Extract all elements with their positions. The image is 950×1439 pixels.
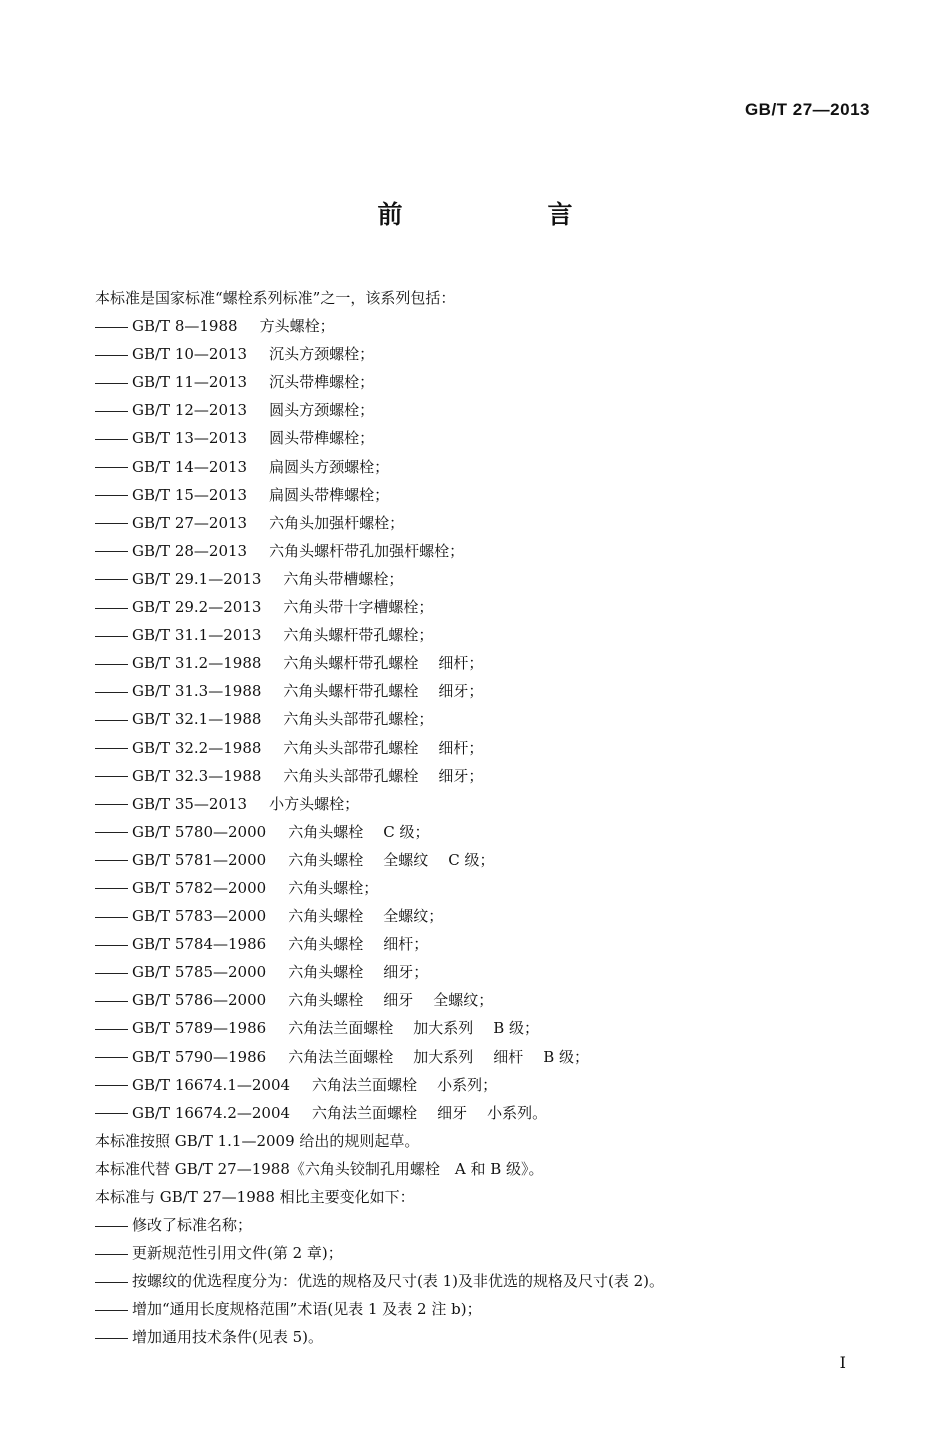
standard-title-part: 六角头带槽螺栓； (283, 569, 404, 588)
em-dash-marker (95, 1071, 132, 1099)
standard-code: GB/T 12—2013 (132, 401, 248, 420)
standard-title-part: 细杆； (438, 738, 484, 757)
standard-code: GB/T 5789—1986 (132, 1019, 267, 1038)
standard-title-part: 圆头方颈螺栓； (269, 401, 375, 420)
standard-code: GB/T 5783—2000 (132, 907, 267, 926)
em-dash-marker (95, 1014, 132, 1042)
em-dash-marker (95, 874, 132, 902)
em-dash-marker (95, 537, 132, 565)
em-dash-marker (95, 790, 132, 818)
standard-list-item (95, 762, 915, 790)
standard-title-part: 六角法兰面螺栓 (312, 1075, 418, 1094)
standard-code: GB/T 5780—2000 (132, 822, 267, 841)
standard-list-item (95, 621, 915, 649)
change-text: 增加“通用长度规格范围”术语(见表 1 及表 2 注 b)； (132, 1300, 482, 1319)
em-dash-marker (95, 986, 132, 1014)
standard-title-part: 六角头头部带孔螺栓 (283, 766, 419, 785)
standard-code: GB/T 16674.1—2004 (132, 1075, 291, 1094)
standard-code-header: GB/T 27—2013 (744, 100, 870, 119)
paragraph: 本标准按照 GB/T 1.1—2009 给出的规则起草。 (95, 1131, 420, 1150)
em-dash-marker (95, 1211, 132, 1239)
standard-list-item (95, 340, 915, 368)
standard-code: GB/T 5782—2000 (132, 878, 267, 897)
em-dash-marker (95, 593, 132, 621)
em-dash-marker (95, 1043, 132, 1071)
standard-title-part: 扁圆头带榫螺栓； (269, 485, 390, 504)
standard-code: GB/T 5784—1986 (132, 935, 267, 954)
standard-code: GB/T 5786—2000 (132, 991, 267, 1010)
standard-list-item (95, 368, 915, 396)
em-dash-marker (95, 565, 132, 593)
standard-title-part: 细杆； (383, 935, 429, 954)
standard-list-item (95, 509, 915, 537)
standard-title-part: 六角头螺杆带孔加强杆螺栓； (269, 541, 465, 560)
standard-title-part: 六角头螺杆带孔螺栓 (283, 682, 419, 701)
standard-code: GB/T 5790—1986 (132, 1047, 267, 1066)
em-dash-marker (95, 312, 132, 340)
standard-list-item (95, 312, 915, 340)
em-dash-marker (95, 930, 132, 958)
standard-title-part: 沉头方颈螺栓； (269, 345, 375, 364)
standard-title-part: 六角头加强杆螺栓； (269, 513, 405, 532)
standard-list-item (95, 986, 915, 1014)
standard-list-item (95, 677, 915, 705)
em-dash-marker (95, 902, 132, 930)
standard-list-item (95, 1099, 915, 1127)
standard-code: GB/T 16674.2—2004 (132, 1103, 291, 1122)
standard-list-item (95, 958, 915, 986)
standard-list-item (95, 705, 915, 733)
standard-code: GB/T 35—2013 (132, 794, 248, 813)
em-dash-marker (95, 649, 132, 677)
standard-title-part: 六角头螺栓； (288, 878, 379, 897)
paragraph: 本标准代替 GB/T 27—1988《六角头铰制孔用螺栓 A 和 B 级》。 (95, 1159, 544, 1178)
standard-title-part: 细牙； (438, 682, 484, 701)
change-text: 修改了标准名称； (132, 1216, 253, 1235)
em-dash-marker (95, 481, 132, 509)
em-dash-marker (95, 846, 132, 874)
em-dash-marker (95, 340, 132, 368)
change-text: 更新规范性引用文件(第 2 章)； (132, 1244, 343, 1263)
em-dash-marker (95, 368, 132, 396)
standard-list-item (95, 424, 915, 452)
standard-list-item (95, 1043, 915, 1071)
standard-list-item (95, 874, 915, 902)
standard-code: GB/T 32.3—1988 (132, 766, 262, 785)
standard-title-part: B 级； (543, 1047, 590, 1066)
standard-code: GB/T 11—2013 (132, 373, 248, 392)
standard-list-item (95, 790, 915, 818)
standard-code: GB/T 10—2013 (132, 345, 248, 364)
standard-list-item (95, 481, 915, 509)
standard-list-item (95, 846, 915, 874)
em-dash-marker (95, 762, 132, 790)
em-dash-marker (95, 705, 132, 733)
standard-list-item (95, 734, 915, 762)
em-dash-marker (95, 424, 132, 452)
standard-title-part: 六角法兰面螺栓 (288, 1019, 394, 1038)
standard-title-part: 六角头螺杆带孔螺栓； (283, 626, 434, 645)
standard-title-part: B 级； (493, 1019, 540, 1038)
standard-title-part: C 级； (383, 822, 430, 841)
standard-code: GB/T 32.2—1988 (132, 738, 262, 757)
standard-title-part: 细牙 (437, 1103, 468, 1122)
standard-title-part: 六角法兰面螺栓 (288, 1047, 394, 1066)
em-dash-marker (95, 396, 132, 424)
em-dash-marker (95, 509, 132, 537)
page-title: 前 言 (377, 200, 633, 229)
standard-code: GB/T 32.1—1988 (132, 710, 262, 729)
standard-title-part: 六角头螺杆带孔螺栓 (283, 654, 419, 673)
standard-code: GB/T 15—2013 (132, 485, 248, 504)
standard-title-part: 六角头头部带孔螺栓； (283, 710, 434, 729)
standard-title-part: 小系列。 (487, 1103, 548, 1122)
standard-code: GB/T 27—2013 (132, 513, 248, 532)
standard-title-part: 细牙； (383, 963, 429, 982)
standards-list (95, 312, 915, 1127)
standard-list-item (95, 649, 915, 677)
em-dash-marker (95, 453, 132, 481)
standard-title-part: 方头螺栓； (259, 317, 335, 336)
standard-list-item (95, 902, 915, 930)
standard-code: GB/T 31.2—1988 (132, 654, 262, 673)
paragraph-list (95, 1127, 915, 1211)
standard-list-item (95, 537, 915, 565)
standard-title-part: 加大系列 (413, 1019, 474, 1038)
standard-list-item (95, 1014, 915, 1042)
standard-title-part: 六角头螺栓 (288, 963, 364, 982)
standard-code: GB/T 5785—2000 (132, 963, 267, 982)
standard-list-item (95, 396, 915, 424)
em-dash-marker (95, 1239, 132, 1267)
change-list-item (95, 1295, 915, 1323)
change-text: 增加通用技术条件(见表 5)。 (132, 1328, 324, 1347)
standard-list-item (95, 453, 915, 481)
standard-list-item (95, 593, 915, 621)
standard-title-part: 扁圆头方颈螺栓； (269, 457, 390, 476)
standard-title-part: 六角头螺栓 (288, 822, 364, 841)
standard-title-part: 全螺纹； (433, 991, 494, 1010)
standard-code: GB/T 5781—2000 (132, 850, 267, 869)
standard-code: GB/T 13—2013 (132, 429, 248, 448)
standard-title-part: 细牙； (438, 766, 484, 785)
standard-title-part: 六角头头部带孔螺栓 (283, 738, 419, 757)
standard-code: GB/T 8—1988 (132, 317, 238, 336)
standard-title-part: 六角头带十字槽螺栓； (283, 598, 434, 617)
standard-title-part: 细牙 (383, 991, 414, 1010)
em-dash-marker (95, 734, 132, 762)
em-dash-marker (95, 818, 132, 846)
change-text: 按螺纹的优选程度分为：优选的规格及尺寸(表 1)及非优选的规格及尺寸(表 2)。 (132, 1272, 665, 1291)
standard-title-part: 小系列； (437, 1075, 498, 1094)
change-list-item (95, 1267, 915, 1295)
standard-code: GB/T 28—2013 (132, 541, 248, 560)
page-number: I (839, 1353, 846, 1372)
standard-title-part: C 级； (448, 850, 495, 869)
standard-title-part: 六角头螺栓 (288, 850, 364, 869)
em-dash-marker (95, 1323, 132, 1351)
standard-title-part: 六角头螺栓 (288, 907, 364, 926)
standard-title-part: 圆头带榫螺栓； (269, 429, 375, 448)
change-list-item (95, 1239, 915, 1267)
standard-title-part: 六角法兰面螺栓 (312, 1103, 418, 1122)
standard-title-part: 全螺纹 (383, 850, 429, 869)
standard-code: GB/T 31.3—1988 (132, 682, 262, 701)
em-dash-marker (95, 1267, 132, 1295)
standard-code: GB/T 29.2—2013 (132, 598, 262, 617)
standard-title-part: 细杆； (438, 654, 484, 673)
standard-list-item (95, 565, 915, 593)
standard-title-part: 沉头带榫螺栓； (269, 373, 375, 392)
standard-title-part: 六角头螺栓 (288, 935, 364, 954)
em-dash-marker (95, 677, 132, 705)
em-dash-marker (95, 958, 132, 986)
paragraph: 本标准与 GB/T 27—1988 相比主要变化如下： (95, 1188, 415, 1206)
standard-title-part: 细杆 (493, 1047, 524, 1066)
standard-list-item (95, 930, 915, 958)
standard-title-part: 全螺纹； (383, 907, 444, 926)
preface-body (95, 284, 915, 1352)
standard-title-part: 加大系列 (413, 1047, 474, 1066)
em-dash-marker (95, 1099, 132, 1127)
standard-list-item (95, 1071, 915, 1099)
standard-list-item (95, 818, 915, 846)
change-list-item (95, 1211, 915, 1239)
change-list-item (95, 1323, 915, 1351)
em-dash-marker (95, 621, 132, 649)
standard-title-part: 小方头螺栓； (269, 794, 360, 813)
em-dash-marker (95, 1295, 132, 1323)
standard-code: GB/T 29.1—2013 (132, 569, 262, 588)
intro-paragraph: 本标准是国家标准“螺栓系列标准”之一，该系列包括： (95, 289, 456, 307)
standard-code: GB/T 14—2013 (132, 457, 248, 476)
standard-title-part: 六角头螺栓 (288, 991, 364, 1010)
changes-list (95, 1211, 915, 1351)
standard-code: GB/T 31.1—2013 (132, 626, 262, 645)
